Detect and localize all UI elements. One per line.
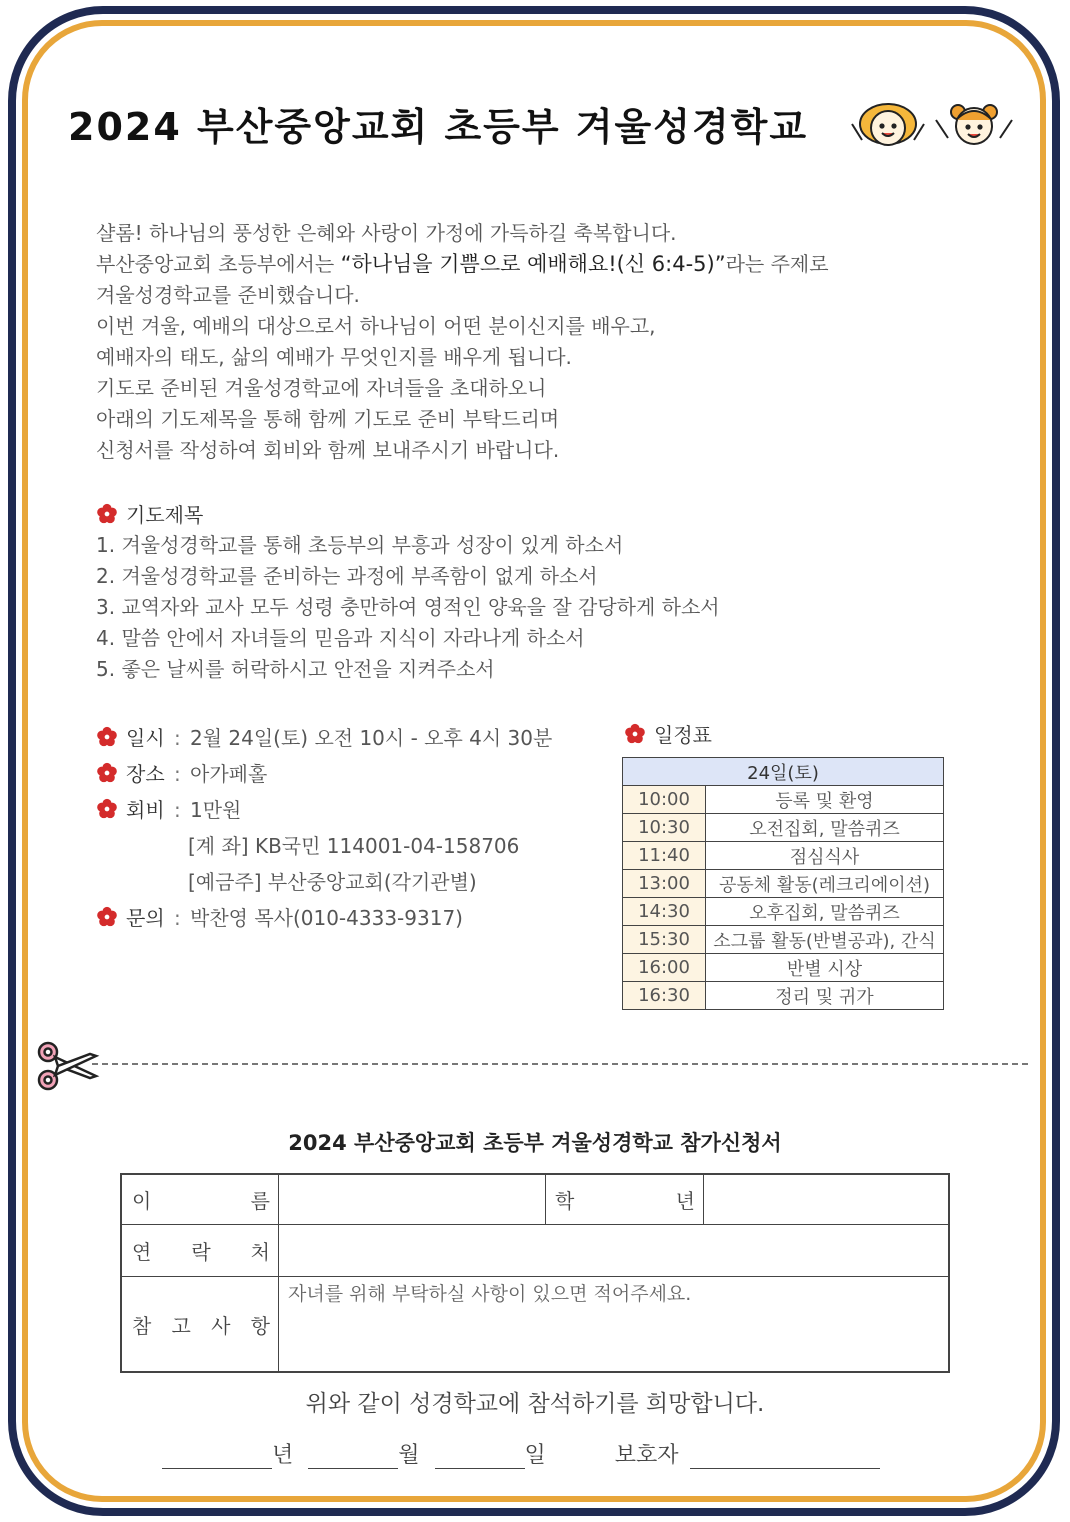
contact-label: 문의 (126, 906, 165, 930)
fee-value: 1만원 (190, 798, 242, 822)
schedule-row (623, 926, 944, 954)
flower-icon (96, 906, 118, 928)
boy-icon (852, 104, 924, 145)
schedule-row (623, 870, 944, 898)
intro-line: 신청서를 작성하여 회비와 함께 보내주시기 바랍니다. (96, 438, 560, 462)
date-row: 일시 : 2월 24일(토) 오전 10시 - 오후 4시 30분 (96, 720, 552, 756)
schedule-activity: 오후집회, 말씀퀴즈 (706, 898, 944, 926)
schedule-activity: 정리 및 귀가 (706, 982, 944, 1010)
schedule-time: 16:30 (623, 982, 706, 1010)
flower-icon (96, 726, 118, 748)
schedule-activity: 점심식사 (706, 842, 944, 870)
application-form (120, 1173, 950, 1373)
kids-illustration (848, 94, 1018, 158)
girl-icon (936, 105, 1012, 144)
prayer-section (96, 500, 720, 685)
date-label: 일시 (126, 726, 165, 750)
guardian-label: 보호자 (614, 1443, 679, 1468)
schedule-activity: 오전집회, 말씀퀴즈 (706, 814, 944, 842)
place-value: 아가페홀 (190, 762, 268, 786)
place-row: 장소 : 아가페홀 (96, 756, 552, 792)
fee-row: 회비 : 1만원 (96, 792, 552, 828)
date-value: 2월 24일(토) 오전 10시 - 오후 4시 30분 (190, 726, 553, 750)
fee-label: 회비 (126, 798, 165, 822)
schedule-activity: 등록 및 환영 (706, 786, 944, 814)
form-divider (703, 1175, 704, 1224)
schedule-activity: 소그룹 활동(반별공과), 간식 (706, 926, 944, 954)
event-info (96, 720, 552, 936)
account-holder: [예금주] 부산중앙교회(각기관별) (188, 870, 477, 894)
signature-line: 년 월 일 보호자 (162, 1438, 880, 1469)
schedule-time: 14:30 (623, 898, 706, 926)
form-divider (545, 1175, 546, 1224)
intro-line: 겨울성경학교를 준비했습니다. (96, 283, 360, 307)
schedule-row (623, 982, 944, 1010)
schedule-time: 10:00 (623, 786, 706, 814)
schedule-day: 24일(토) (623, 758, 944, 786)
schedule-row (623, 814, 944, 842)
schedule-heading: 일정표 (624, 720, 712, 750)
intro-line: 부산중앙교회 초등부에서는 “하나님을 기쁨으로 예배해요!(신 6:4-5)”라는 주제로 (96, 252, 829, 276)
intro-line: 기도로 준비된 겨울성경학교에 자녀들을 초대하오니 (96, 376, 547, 400)
contact-value: 박찬영 목사(010-4333-9317) (190, 906, 463, 930)
schedule-row (623, 842, 944, 870)
schedule-time: 10:30 (623, 814, 706, 842)
schedule-row (623, 786, 944, 814)
form-divider (278, 1175, 279, 1371)
account-number: [계 좌] KB국민 114001-04-158706 (188, 834, 520, 858)
contact-row: 문의 : 박찬영 목사(010-4333-9317) (96, 900, 552, 936)
intro-line: 아래의 기도제목을 통해 함께 기도로 준비 부탁드리며 (96, 407, 560, 431)
intro-line: 이번 겨울, 예배의 대상으로서 하나님이 어떤 분이신지를 배우고, (96, 314, 656, 338)
intro-line: 샬롬! 하나님의 풍성한 은혜와 사랑이 가정에 가득하길 축복합니다. (96, 221, 677, 245)
intro-line: 예배자의 태도, 삶의 예배가 무엇인지를 배우게 됩니다. (96, 345, 572, 369)
month-blank (308, 1444, 398, 1469)
intro-text (96, 218, 829, 466)
schedule-time: 11:40 (623, 842, 706, 870)
contact-label: 연 락 처 (132, 1240, 270, 1264)
flower-icon (96, 798, 118, 820)
schedule-time: 13:00 (623, 870, 706, 898)
day-blank (435, 1444, 525, 1469)
cut-line (92, 1063, 1028, 1065)
schedule-row (623, 898, 944, 926)
year-blank (162, 1444, 272, 1469)
notes-label: 참 고 사 항 (132, 1313, 270, 1338)
prayer-item: 3. 교역자와 교사 모두 성령 충만하여 영적인 양육을 잘 감당하게 하소서 (96, 595, 720, 619)
schedule-row (623, 954, 944, 982)
theme-text: “하나님을 기쁨으로 예배해요!(신 6:4-5)” (340, 252, 726, 276)
schedule-activity: 반별 시상 (706, 954, 944, 982)
notes-hint: 자녀를 위해 부탁하실 사항이 있으면 적어주세요. (288, 1283, 692, 1305)
prayer-item: 2. 겨울성경학교를 준비하는 과정에 부족함이 없게 하소서 (96, 564, 598, 588)
prayer-item: 5. 좋은 날씨를 허락하시고 안전을 지켜주소서 (96, 657, 495, 681)
place-label: 장소 (126, 762, 165, 786)
prayer-heading: 기도제목 (96, 500, 720, 530)
guardian-blank (690, 1444, 880, 1469)
schedule-table (622, 757, 944, 1010)
scissors-icon (34, 1038, 100, 1094)
schedule-time: 15:30 (623, 926, 706, 954)
page-title: 2024 부산중앙교회 초등부 겨울성경학교 (68, 105, 809, 149)
prayer-item: 4. 말씀 안에서 자녀들의 믿음과 지식이 자라나게 하소서 (96, 626, 585, 650)
flower-icon (624, 723, 646, 745)
schedule-time: 16:00 (623, 954, 706, 982)
prayer-list (96, 530, 720, 685)
flower-icon (96, 762, 118, 784)
prayer-item: 1. 겨울성경학교를 통해 초등부의 부흥과 성장이 있게 하소서 (96, 533, 624, 557)
participation-statement: 위와 같이 성경학교에 참석하기를 희망합니다. (305, 1391, 765, 1417)
form-title: 2024 부산중앙교회 초등부 겨울성경학교 참가신청서 (288, 1131, 782, 1155)
schedule-activity: 공동체 활동(레크리에이션) (706, 870, 944, 898)
grade-label: 학 년 (555, 1189, 695, 1213)
flower-icon (96, 503, 118, 525)
name-label: 이 름 (132, 1189, 270, 1213)
